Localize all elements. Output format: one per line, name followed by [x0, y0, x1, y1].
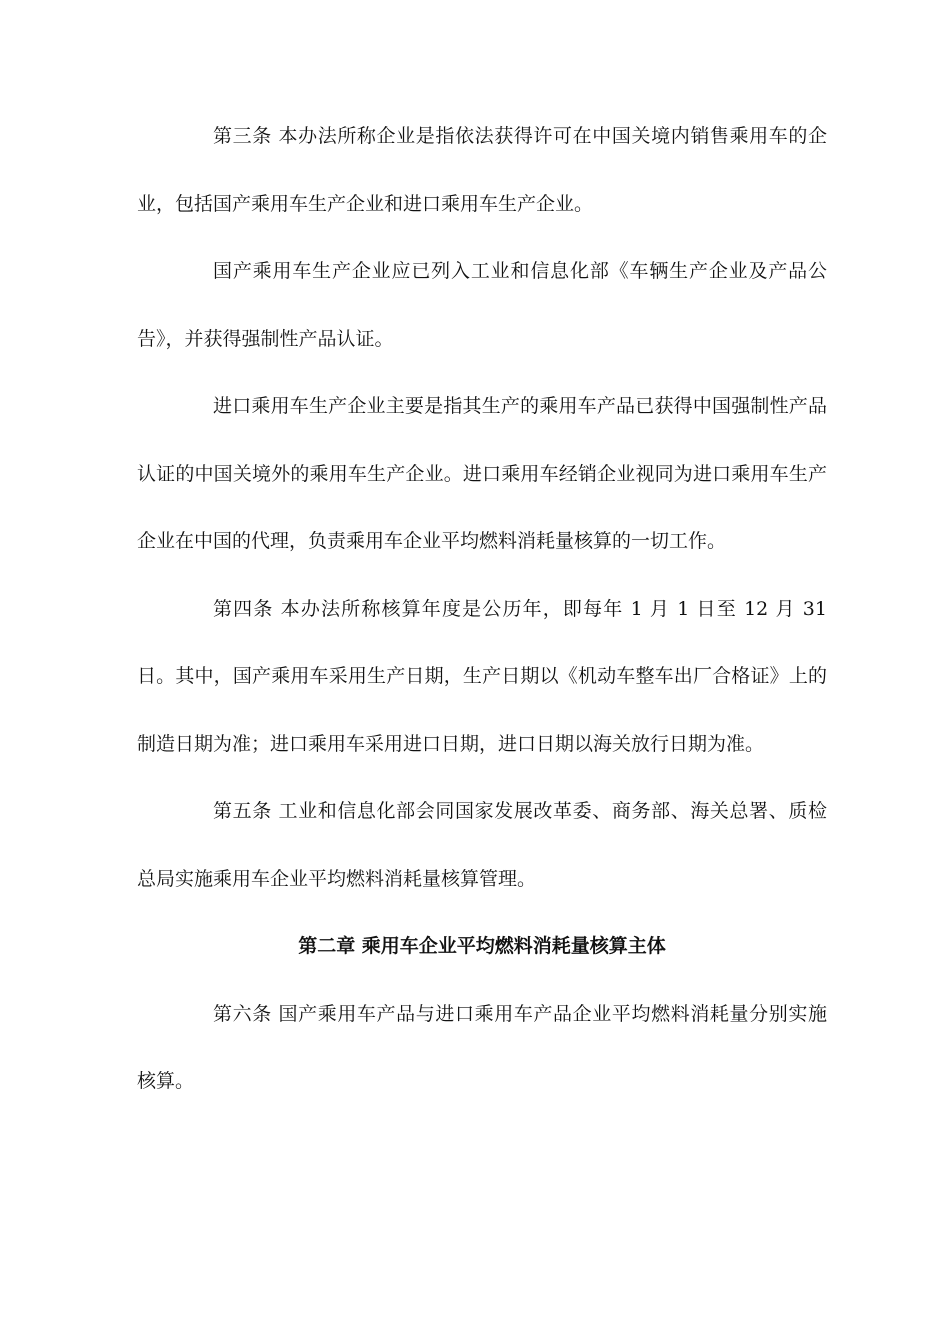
paragraph-article-4: 第四条 本办法所称核算年度是公历年，即每年 1 月 1 日至 12 月 31 日。其中，国产乘用车采用生产日期，生产日期以《机动车整车出厂合格证》上的制造日期为准；进口乘用车采用进口日期，进口日期以海关放行日期为准。 [137, 597, 827, 755]
paragraph-import-producers: 进口乘用车生产企业主要是指其生产的乘用车产品已获得中国强制性产品认证的中国关境外的乘用车生产企业。进口乘用车经销企业视同为进口乘用车生产企业在中国的代理，负责乘用车企业平均燃料消耗量核算的一切工作。 [137, 395, 827, 552]
paragraph-domestic-producers: 国产乘用车生产企业应已列入工业和信息化部《车辆生产企业及产品公告》，并获得强制性产品认证。 [137, 260, 827, 350]
paragraph-article-5: 第五条 工业和信息化部会同国家发展改革委、商务部、海关总署、质检总局实施乘用车企业平均燃料消耗量核算管理。 [137, 800, 827, 890]
document-body [137, 103, 827, 1116]
paragraph-article-3: 第三条 本办法所称企业是指依法获得许可在中国关境内销售乘用车的企业，包括国产乘用车生产企业和进口乘用车生产企业。 [137, 125, 827, 215]
paragraph-article-6: 第六条 国产乘用车产品与进口乘用车产品企业平均燃料消耗量分别实施核算。 [137, 1002, 827, 1092]
chapter-heading: 第二章 乘用车企业平均燃料消耗量核算主体 [298, 935, 666, 957]
